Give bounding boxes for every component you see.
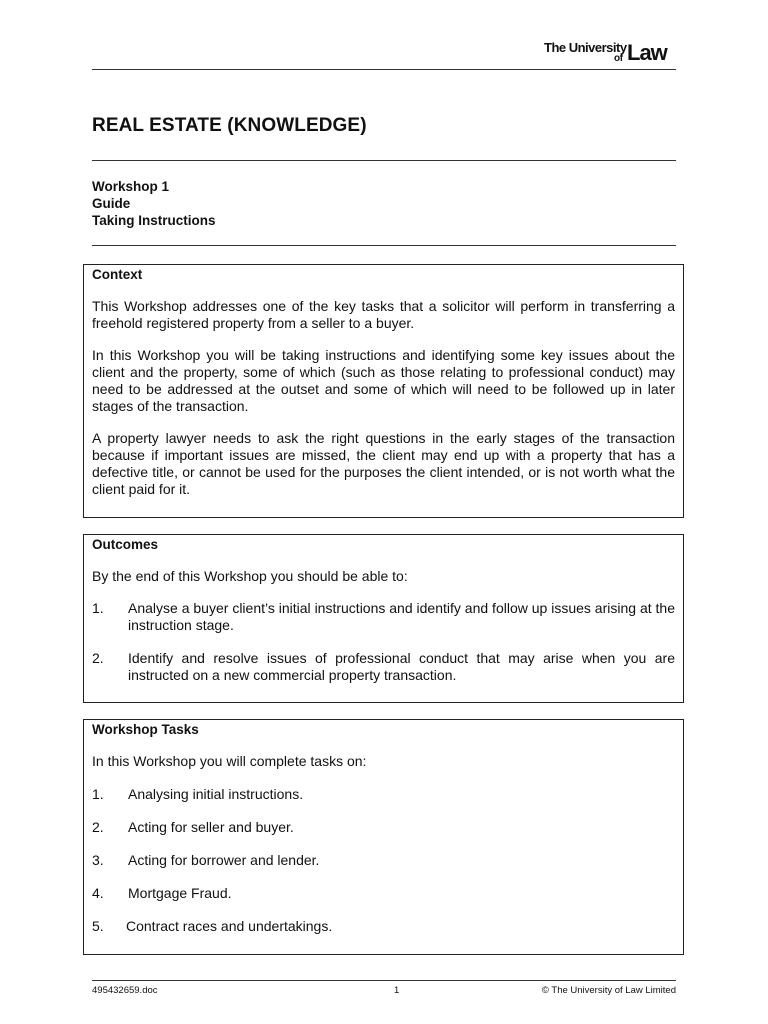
document-title: REAL ESTATE (KNOWLEDGE) [92, 115, 367, 136]
outcomes-heading: Outcomes [92, 537, 159, 552]
outcome-item [92, 650, 675, 684]
document-type: Guide [92, 196, 131, 211]
task-item [92, 885, 675, 902]
logo-line-2: of [614, 53, 623, 64]
task-number: 4. [92, 885, 104, 901]
title-rule [92, 160, 676, 161]
document-meta [92, 178, 216, 229]
outcome-text: Identify and resolve issues of professional conduct that may arise when you are instructed on a new commercial property transaction. [128, 650, 675, 683]
workshop-number: Workshop 1 [92, 179, 170, 194]
task-item [92, 786, 675, 803]
footer-copyright: © The University of Law Limited [541, 985, 676, 996]
outcome-text: Analyse a buyer client’s initial instructions and identify and follow up issues arising at the instruction stage. [128, 600, 675, 633]
outcome-number: 2. [92, 650, 104, 666]
outcome-item [92, 600, 675, 634]
task-text: Acting for seller and buyer. [128, 819, 294, 835]
logo-line-1: The University [544, 40, 627, 55]
tasks-list [92, 786, 675, 935]
document-subtitle: Taking Instructions [92, 213, 216, 228]
outcomes-box [83, 534, 684, 703]
task-text: Mortgage Fraud. [128, 885, 232, 901]
context-heading: Context [92, 267, 143, 282]
university-logo [544, 38, 676, 66]
outcomes-list [92, 600, 675, 684]
tasks-heading: Workshop Tasks [92, 722, 199, 737]
context-box [83, 264, 684, 518]
task-item [92, 819, 675, 836]
task-number: 1. [92, 786, 104, 802]
task-item [92, 852, 675, 869]
context-paragraph-2: In this Workshop you will be taking instructions and identifying some key issues about the client and the property, some of which (such as those relating to professional conduct) may need to be addressed at the outset and some of which will need to be followed up in later stages of the transaction. [92, 347, 675, 414]
task-text: Acting for borrower and lender. [128, 852, 320, 868]
footer-page-number: 1 [394, 985, 400, 996]
footer-rule [92, 980, 676, 981]
task-number: 2. [92, 819, 104, 835]
meta-rule [92, 245, 676, 246]
task-text: Analysing initial instructions. [128, 786, 304, 802]
task-number: 5. [92, 918, 104, 934]
task-number: 3. [92, 852, 104, 868]
logo-line-3: Law [627, 40, 667, 65]
context-paragraph-1: This Workshop addresses one of the key tasks that a solicitor will perform in transferring a freehold registered property from a seller to a buyer. [92, 298, 675, 331]
context-paragraph-3: A property lawyer needs to ask the right questions in the early stages of the transaction because if important issues are missed, the client may end up with a property that has a defective title, or cannot be used for the purposes the client intended, or is not worth what the client paid for it. [92, 430, 675, 497]
outcomes-intro: By the end of this Workshop you should be able to: [92, 568, 408, 584]
task-item [92, 918, 675, 935]
tasks-intro: In this Workshop you will complete tasks on: [92, 753, 367, 769]
header-rule [92, 69, 676, 70]
tasks-box [83, 719, 684, 955]
task-text: Contract races and undertakings. [126, 918, 333, 934]
footer-filename: 495432659.doc [92, 985, 158, 996]
outcome-number: 1. [92, 600, 104, 616]
